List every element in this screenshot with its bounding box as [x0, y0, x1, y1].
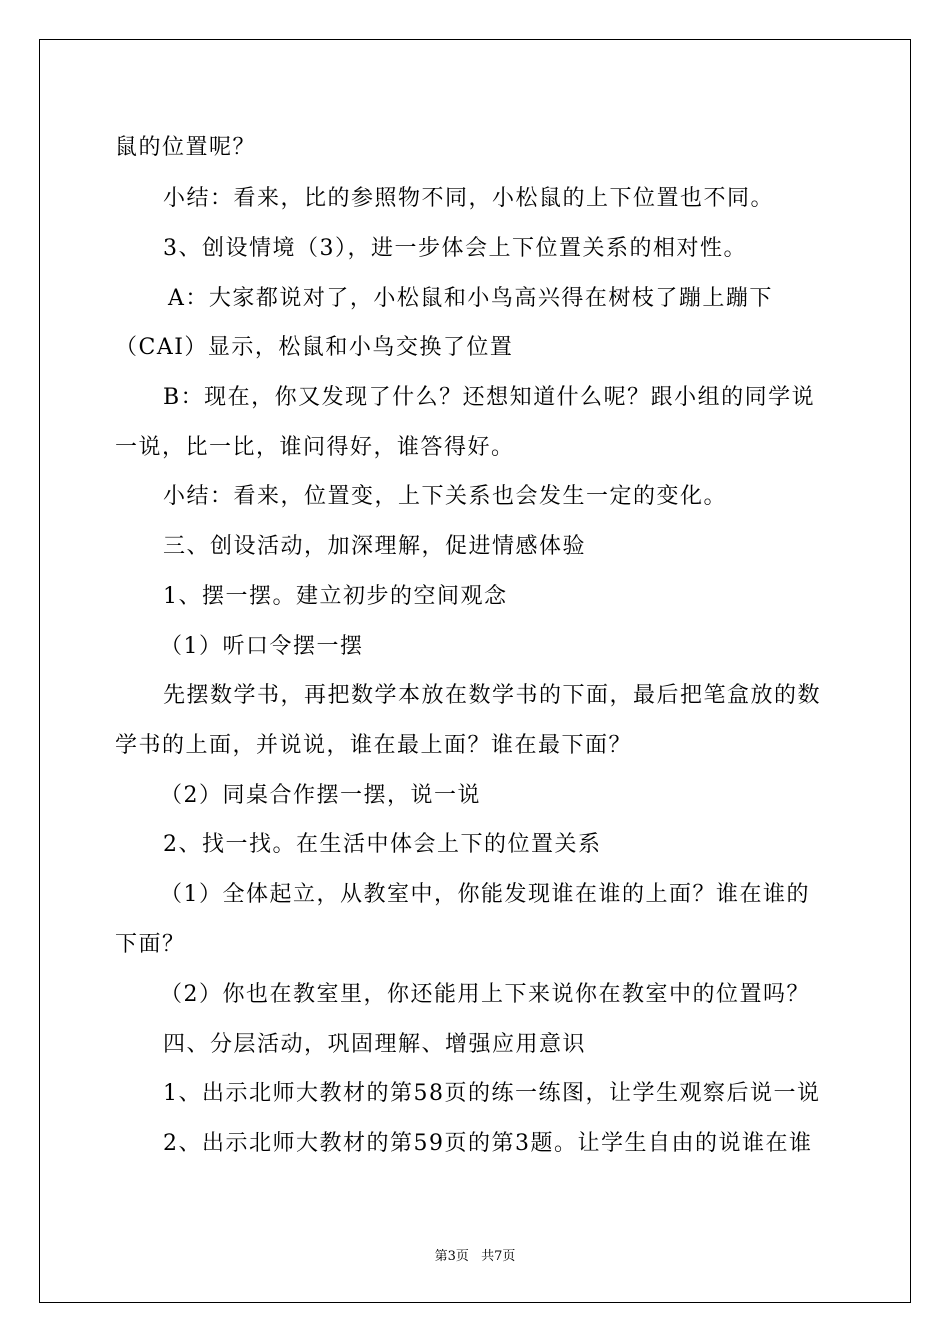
paragraph-line: 1、出示北师大教材的第58页的练一练图，让学生观察后说一说	[163, 1081, 821, 1106]
paragraph-line: A：大家都说对了，小松鼠和小鸟高兴得在树枝了蹦上蹦下	[168, 286, 773, 311]
paragraph-line: 先摆数学书，再把数学本放在数学书的下面，最后把笔盒放的数	[163, 683, 822, 708]
page-border	[39, 39, 911, 1303]
paragraph-line: 下面？	[115, 932, 186, 957]
paragraph-line: 鼠的位置呢？	[115, 135, 257, 160]
paragraph-line: （2）你也在教室里，你还能用上下来说你在教室中的位置吗？	[160, 982, 810, 1007]
paragraph-line: 3、创设情境（3），进一步体会上下位置关系的相对性。	[163, 236, 747, 261]
paragraph-line: 1、摆一摆。建立初步的空间观念	[163, 584, 508, 609]
paragraph-line: B：现在，你又发现了什么？还想知道什么呢？跟小组的同学说	[163, 385, 816, 410]
section-heading: 三、创设活动，加深理解，促进情感体验	[163, 534, 587, 559]
paragraph-line: 2、找一找。在生活中体会上下的位置关系	[163, 832, 602, 857]
page-total: 共7页	[481, 1249, 516, 1264]
page-number: 第3页	[434, 1249, 469, 1264]
section-heading: 四、分层活动，巩固理解、增强应用意识	[163, 1032, 587, 1057]
paragraph-line: 一说，比一比，谁问得好，谁答得好。	[115, 435, 515, 460]
paragraph-line: （2）同桌合作摆一摆，说一说	[160, 783, 481, 808]
paragraph-line: 2、出示北师大教材的第59页的第3题。让学生自由的说谁在谁	[163, 1131, 813, 1156]
paragraph-line: （CAI）显示，松鼠和小鸟交换了位置	[115, 335, 514, 360]
paragraph-line: 学书的上面，并说说，谁在最上面？谁在最下面？	[115, 733, 633, 758]
paragraph-line: （1）听口令摆一摆	[160, 634, 364, 659]
paragraph-line: 小结：看来，比的参照物不同，小松鼠的上下位置也不同。	[163, 186, 775, 211]
paragraph-line: （1）全体起立，从教室中，你能发现谁在谁的上面？谁在谁的	[160, 882, 810, 907]
paragraph-line: 小结：看来，位置变，上下关系也会发生一定的变化。	[163, 484, 728, 509]
page-footer	[0, 1248, 950, 1266]
